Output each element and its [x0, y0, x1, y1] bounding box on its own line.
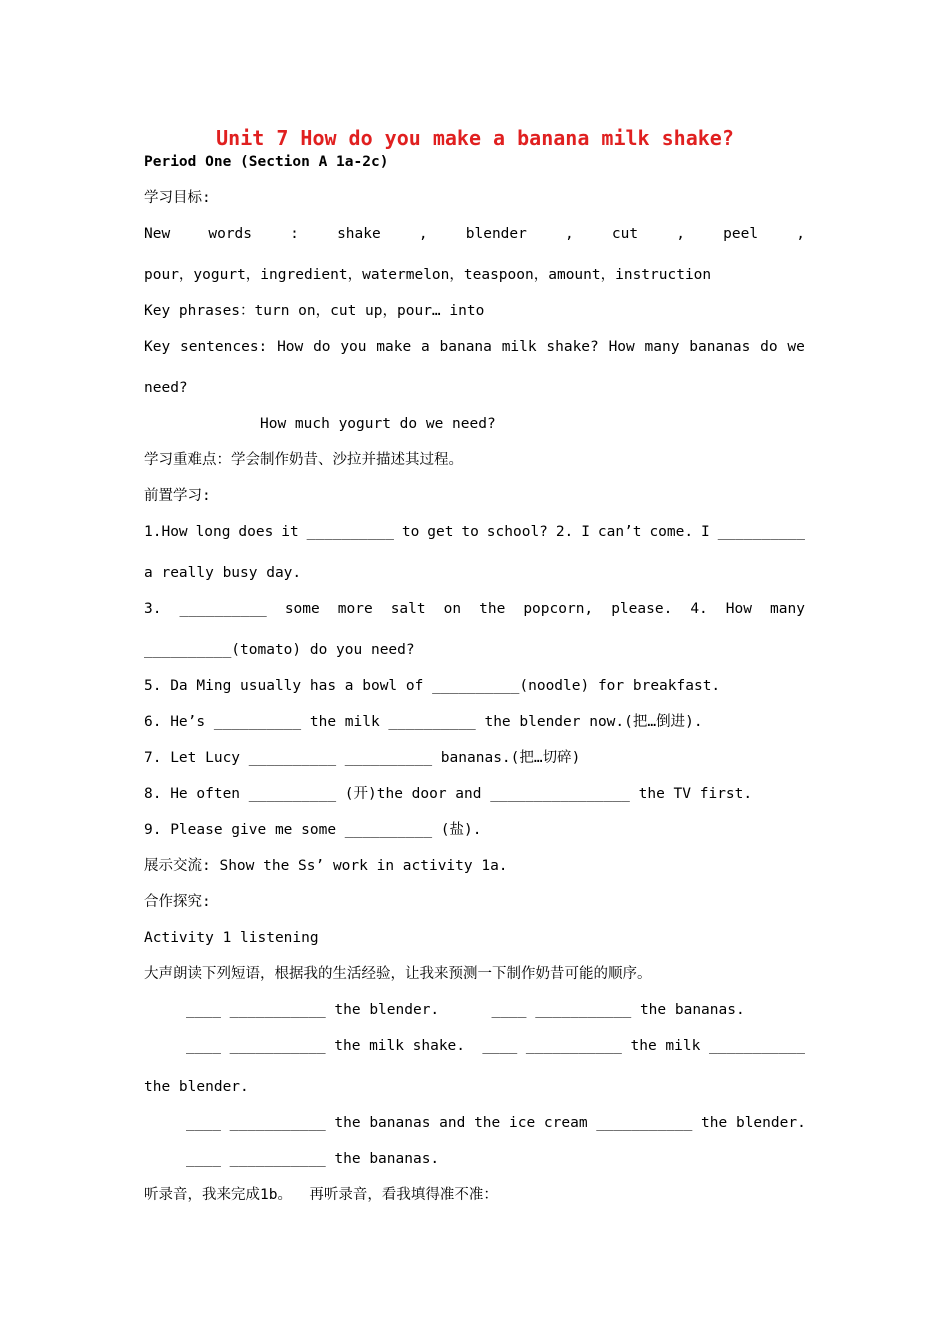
word-token: many: [770, 601, 805, 617]
word-token: ,: [418, 226, 428, 242]
word-token: shake.: [412, 1038, 466, 1054]
word-token: ,: [796, 226, 805, 242]
word-token: some: [284, 601, 320, 617]
word-token: ___________: [525, 1038, 622, 1054]
word-token: popcorn,: [523, 601, 594, 617]
word-token: long: [195, 524, 231, 540]
word-token: you: [340, 339, 367, 355]
key-points: 学习重难点：学会制作奶昔、沙拉并描述其过程。: [144, 452, 463, 468]
word-token: blender: [465, 226, 527, 242]
show-share: 展示交流: Show the Ss’ work in activity 1a.: [144, 858, 508, 874]
word-token: many: [644, 339, 680, 355]
word-token: milk: [501, 339, 537, 355]
key-sentence-extra: How much yogurt do we need?: [260, 416, 496, 432]
goals-heading: 学习目标:: [144, 190, 211, 206]
word-token: ,: [565, 226, 574, 242]
preview-heading: 前置学习:: [144, 488, 211, 504]
exercise-9: 9. Please give me some __________ (盐).: [144, 822, 482, 838]
word-token: shake: [337, 226, 381, 242]
word-token: to: [401, 524, 420, 540]
word-token: the: [334, 1038, 361, 1054]
exercise-3-4: [144, 600, 805, 618]
word-token: How: [608, 339, 635, 355]
cooperate-heading: 合作探究:: [144, 894, 211, 910]
word-token: please.: [611, 601, 673, 617]
word-token: I: [581, 524, 590, 540]
word-token: get: [427, 524, 454, 540]
word-token: the: [479, 601, 506, 617]
word-token: on: [443, 601, 462, 617]
listen-instruction: 听录音，我来完成1b。 再听录音，看我填得准不准：: [144, 1187, 498, 1203]
word-token: milk: [665, 1038, 701, 1054]
key-sentences-cont: need?: [144, 380, 188, 396]
word-token: salt: [390, 601, 426, 617]
exercise-1-2-cont: a really busy day.: [144, 565, 302, 581]
word-token: ,: [676, 226, 686, 242]
period-heading: Period One (Section A 1a-2c): [144, 154, 389, 170]
word-token: a: [421, 339, 430, 355]
new-words-cont: pour，yogurt，ingredient，watermelon，teaspoon，amount，instruction: [144, 267, 712, 283]
word-token: 3.: [144, 601, 162, 617]
exercise-6: 6. He’s __________ the milk __________ the blender now.(把…倒进).: [144, 714, 703, 730]
exercise-1-2: [144, 523, 805, 541]
key-sentences-line: [144, 338, 805, 356]
word-token: __________: [179, 601, 267, 617]
step-line-2-cont: the blender.: [144, 1079, 249, 1095]
word-token: cut: [611, 226, 639, 242]
word-token: How: [277, 339, 304, 355]
word-token: 1.How: [144, 524, 188, 540]
word-token: can’t: [597, 524, 642, 540]
word-token: banana: [439, 339, 492, 355]
exercise-8: 8. He often __________ (开)the door and ________________ the TV first.: [144, 786, 753, 802]
word-token: __________: [306, 524, 394, 540]
word-token: ___________: [708, 1038, 805, 1054]
word-token: make: [376, 339, 412, 355]
word-token: to: [461, 524, 479, 540]
word-token: sentences:: [179, 339, 268, 355]
instruction: 大声朗读下列短语，根据我的生活经验，让我来预测一下制作奶昔可能的顺序。: [144, 966, 652, 982]
word-token: ___________: [229, 1038, 326, 1054]
word-token: New: [144, 226, 171, 242]
exercise-5: 5. Da Ming usually has a bowl of __________(noodle) for breakfast.: [144, 678, 721, 694]
step-line-1: ____ ___________ the blender. ____ ___________ the bananas.: [186, 1002, 745, 1018]
word-token: the: [630, 1038, 657, 1054]
word-token: come.: [649, 524, 694, 540]
word-token: How: [725, 601, 752, 617]
key-phrases: Key phrases：turn on，cut up，pour… into: [144, 303, 485, 319]
word-token: it: [281, 524, 299, 540]
word-token: 4.: [690, 601, 708, 617]
word-token: milk: [369, 1038, 404, 1054]
step-line-4: ____ ___________ the bananas.: [186, 1151, 440, 1167]
word-token: :: [290, 226, 299, 242]
exercise-3-4-cont: __________(tomato) do you need?: [144, 642, 415, 658]
word-token: ____: [186, 1038, 221, 1054]
word-token: Key: [144, 339, 171, 355]
word-token: shake?: [546, 339, 599, 355]
activity-1-heading: Activity 1 listening: [144, 930, 319, 946]
word-token: does: [238, 524, 274, 540]
word-token: bananas: [689, 339, 751, 355]
word-token: ____: [482, 1038, 518, 1054]
word-token: peel: [723, 226, 759, 242]
word-token: do: [760, 339, 778, 355]
word-token: do: [313, 339, 331, 355]
step-line-2: [186, 1037, 805, 1055]
exercise-7: 7. Let Lucy __________ __________ bananas.(把…切碎): [144, 750, 581, 766]
word-token: 2.: [555, 524, 574, 540]
page-title: Unit 7 How do you make a banana milk shake?: [216, 126, 734, 150]
word-token: words: [208, 226, 253, 242]
word-token: more: [337, 601, 373, 617]
step-line-3: ____ ___________ the bananas and the ice cream ___________ the blender.: [186, 1115, 806, 1131]
word-token: school?: [486, 524, 548, 540]
new-words-line: [144, 225, 805, 243]
word-token: I: [701, 524, 710, 540]
word-token: __________: [717, 524, 805, 540]
word-token: we: [787, 339, 805, 355]
